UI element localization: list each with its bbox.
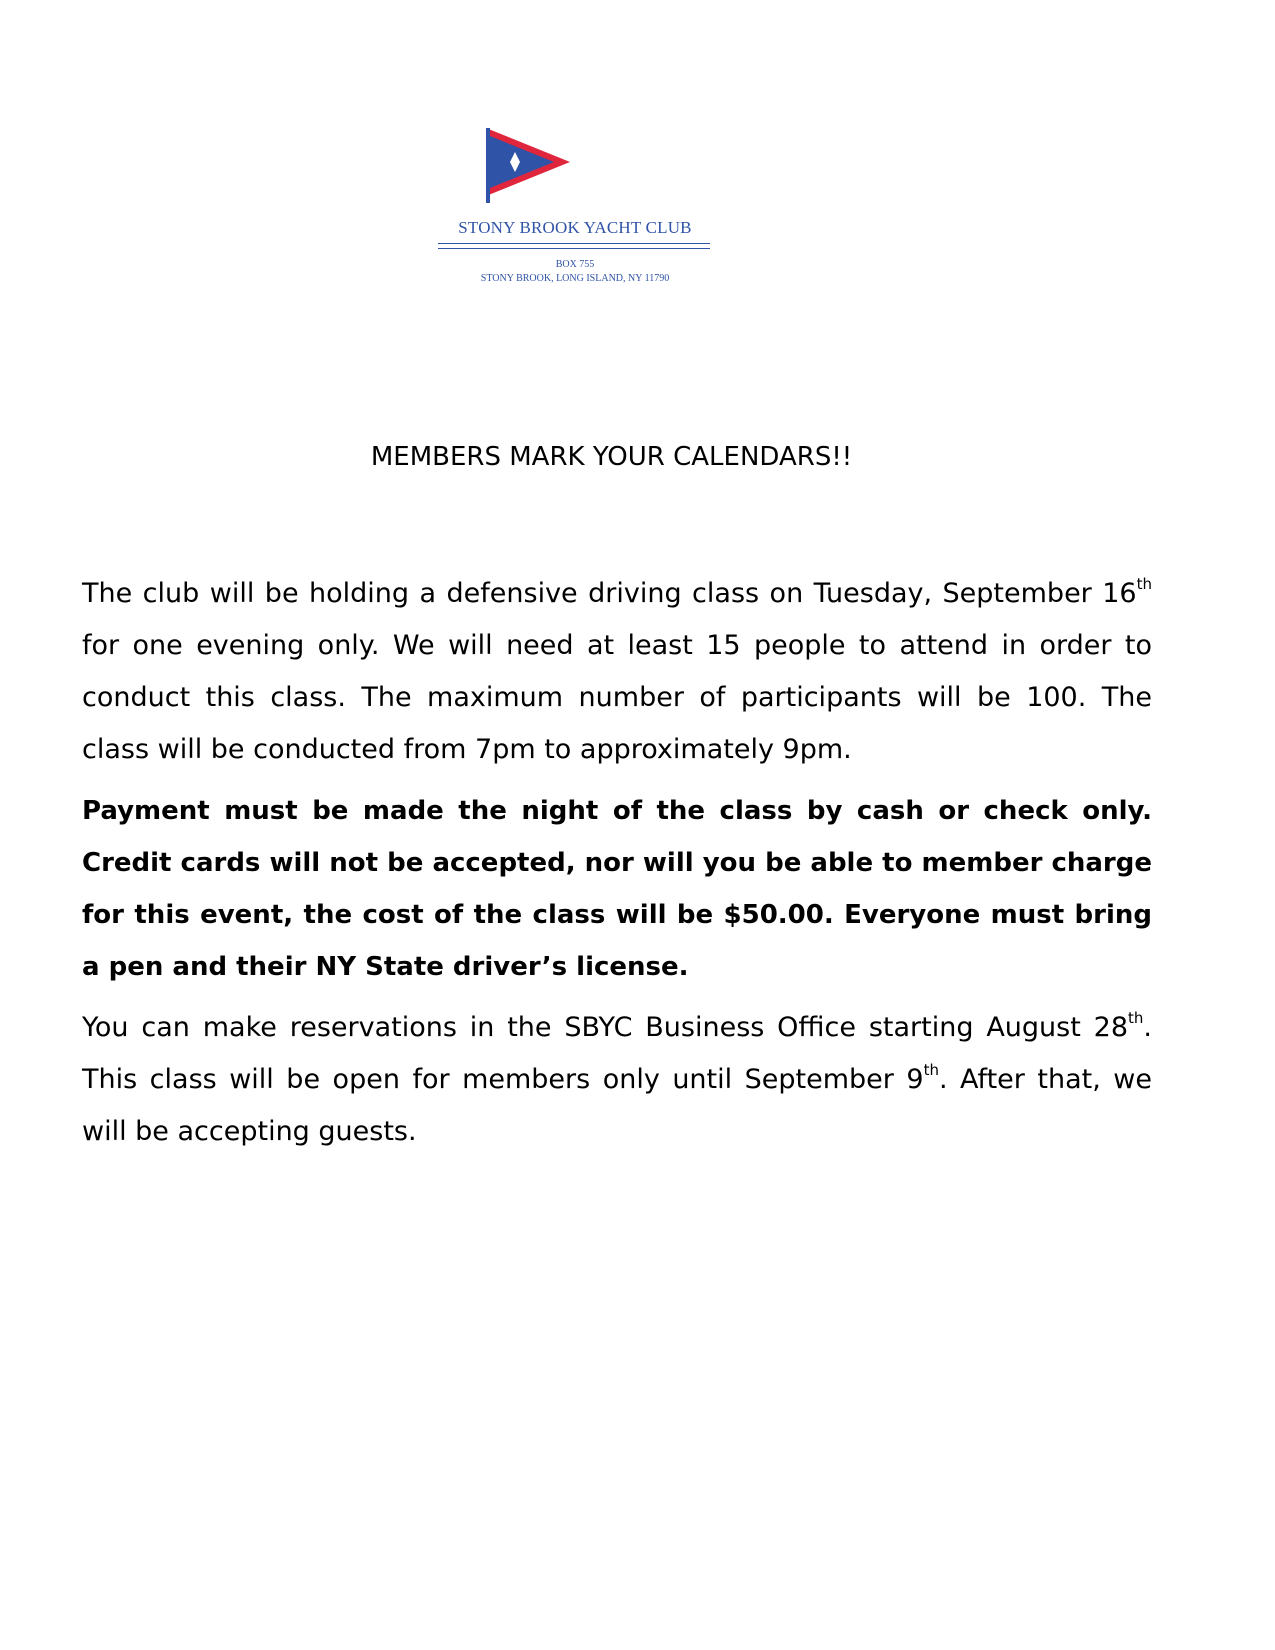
club-name: STONY BROOK YACHT CLUB [458,218,692,237]
reservations-text-3: . After that, we will be accepting guests. [82,1064,1152,1147]
reservations-paragraph [82,1002,1152,1158]
club-address-box: BOX 755 [555,259,595,270]
ordinal-suffix: th [1136,575,1152,593]
club-address-city: STONY BROOK, LONG ISLAND, NY 11790 [480,273,670,284]
class-details-text-1: The club will be holding a defensive driving class on Tuesday, September 16 [82,578,1137,609]
class-details-paragraph [82,568,1152,776]
letterhead-rule-bottom [438,248,710,249]
ordinal-suffix: th [923,1061,939,1079]
yacht-club-burgee-flag-icon [468,126,578,204]
letterhead-rule-top [438,243,710,244]
letterhead [430,126,720,296]
reservations-text-2: . This class will be open for members only until September 9 [82,1012,1152,1095]
ordinal-suffix: th [1128,1009,1144,1027]
payment-paragraph: Payment must be made the night of the class by cash or check only. Credit cards will not be accepted, nor will you be able to member charge for this event, the cost of the class will be $50.00. Everyone must bring a pen and their NY State driver’s license. [82,796,1152,982]
class-details-text-2: for one evening only. We will need at least 15 people to attend in order to conduct this class. The maximum number of participants will be 100. The class will be conducted from 7pm to approximately 9pm. [82,630,1152,765]
reservations-text-1: You can make reservations in the SBYC Business Office starting August 28 [82,1012,1129,1043]
notice-body [82,568,1152,1167]
notice-heading: MEMBERS MARK YOUR CALENDARS!! [370,442,853,472]
